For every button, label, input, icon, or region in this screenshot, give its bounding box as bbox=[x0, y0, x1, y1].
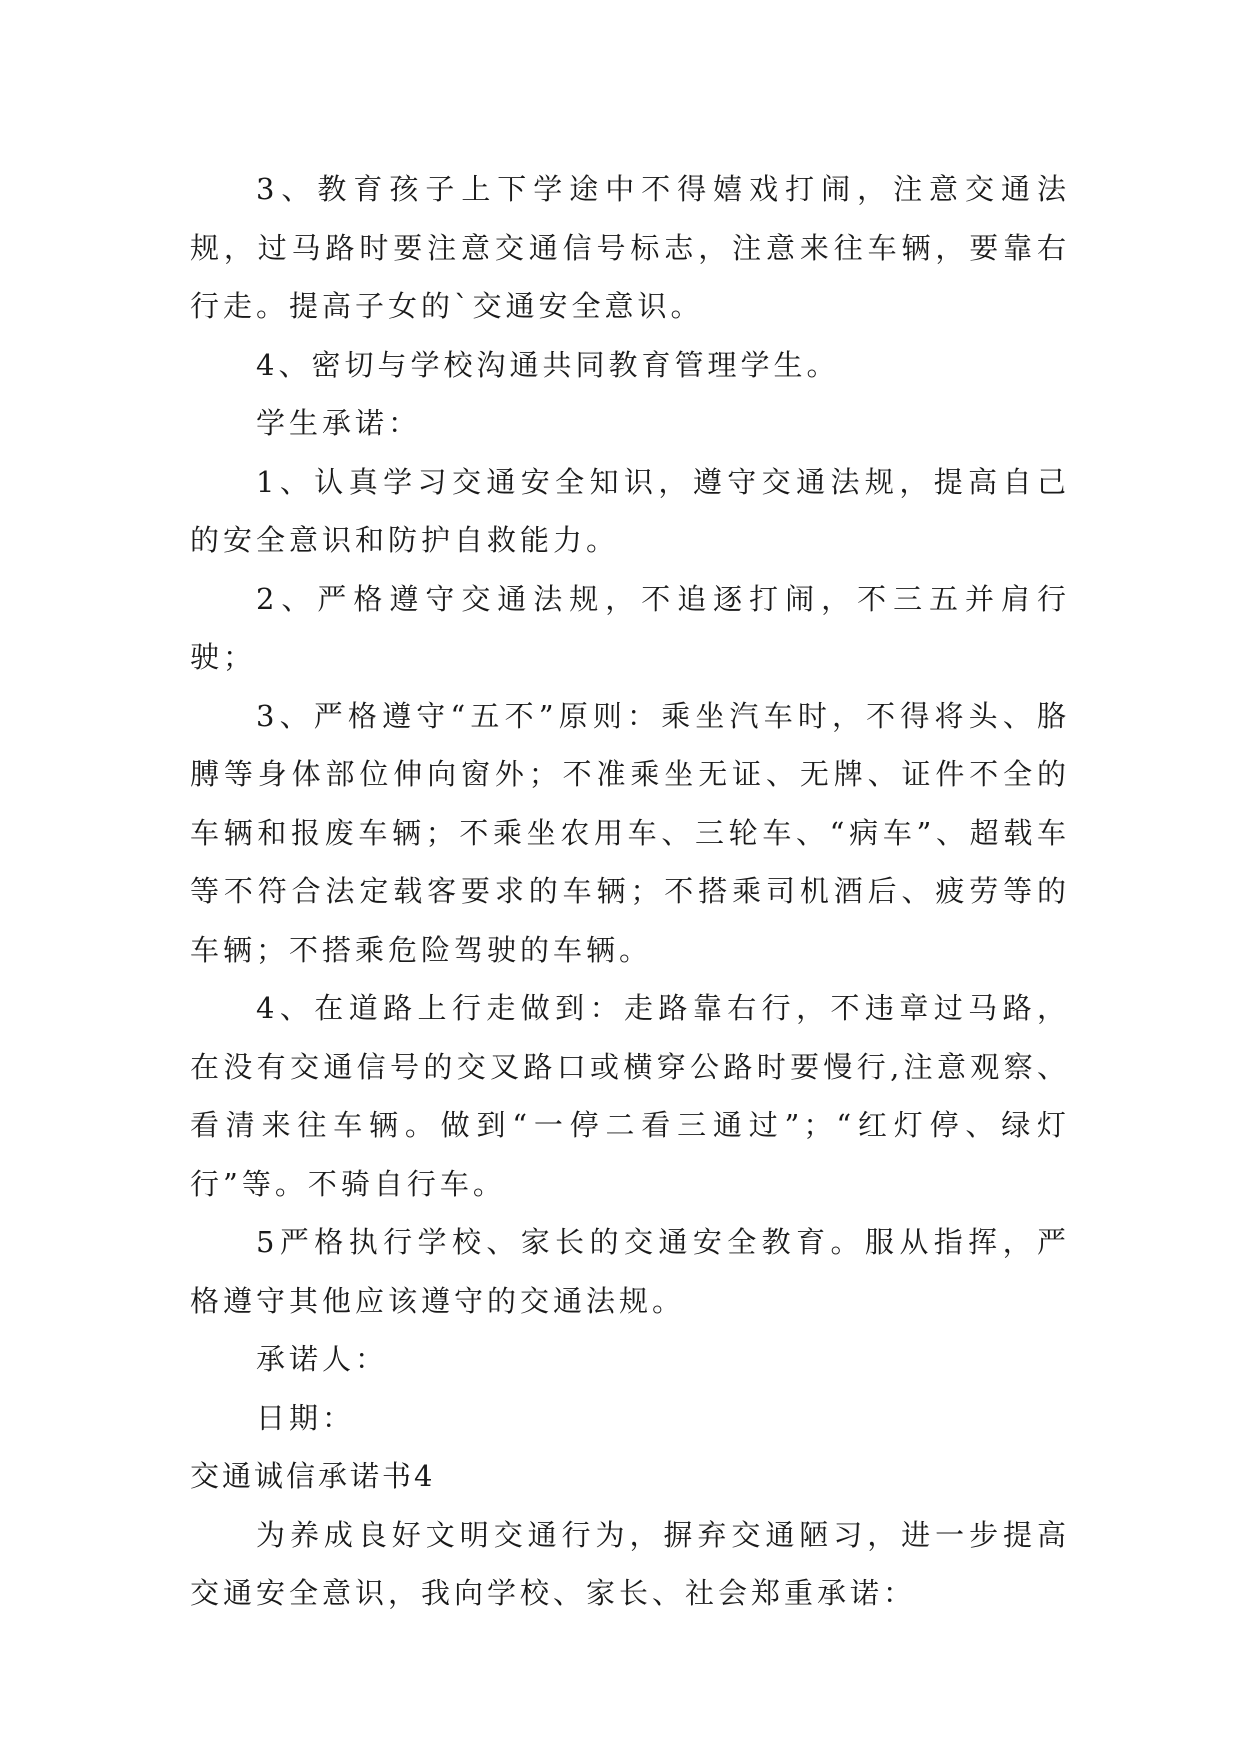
paragraph: 学生承诺： bbox=[256, 406, 422, 440]
signature-label: 承诺人： bbox=[256, 1342, 389, 1376]
paragraph: 5严格执行学校、家长的交通安全教育。服从指挥，严格遵守其他应该遵守的交通法规。 bbox=[190, 1225, 1070, 1318]
paragraph: 3、教育孩子上下学途中不得嬉戏打闹，注意交通法规，过马路时要注意交通信号标志，注意来往车辆，要靠右行走。提高子女的`交通安全意识。 bbox=[190, 172, 1070, 323]
section-title: 交通诚信承诺书4 bbox=[190, 1459, 436, 1493]
paragraph: 4、在道路上行走做到：走路靠右行，不违章过马路，在没有交通信号的交叉路口或横穿公路时要慢行,注意观察、看清来往车辆。做到“一停二看三通过”；“红灯停、绿灯行”等。不骑自行车。 bbox=[190, 991, 1070, 1201]
document-body bbox=[190, 160, 1070, 1623]
paragraph: 2、严格遵守交通法规，不追逐打闹，不三五并肩行驶； bbox=[190, 581, 1070, 674]
date-label: 日期： bbox=[256, 1400, 356, 1435]
paragraph: 3、严格遵守“五不”原则：乘坐汽车时，不得将头、胳膊等身体部位伸向窗外；不准乘坐无证、无牌、证件不全的车辆和报废车辆；不乘坐农用车、三轮车、“病车”、超载车等不符合法定载客要求的车辆；不搭乘司机酒后、疲劳等的车辆；不搭乘危险驾驶的车辆。 bbox=[190, 698, 1070, 967]
paragraph: 1、认真学习交通安全知识，遵守交通法规，提高自己的安全意识和防护自救能力。 bbox=[190, 464, 1070, 557]
paragraph: 4、密切与学校沟通共同教育管理学生。 bbox=[256, 347, 840, 382]
paragraph: 为养成良好文明交通行为，摒弃交通陋习，进一步提高交通安全意识，我向学校、家长、社会郑重承诺： bbox=[190, 1517, 1070, 1610]
